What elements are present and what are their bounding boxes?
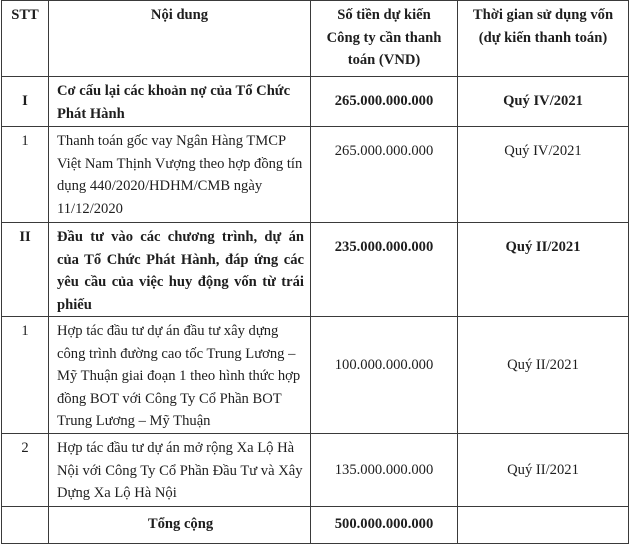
total-time-empty <box>458 507 629 544</box>
section-amount: 265.000.000.000 <box>311 77 458 127</box>
table-row <box>2 434 629 507</box>
section-content: Cơ cấu lại các khoản nợ của Tổ Chức Phát Hành <box>49 77 311 127</box>
section-stt: II <box>2 223 49 317</box>
header-time: Thời gian sử dụng vốn (dự kiến thanh toán) <box>458 1 629 77</box>
item-time: Quý II/2021 <box>458 317 629 434</box>
section-time: Quý IV/2021 <box>458 77 629 127</box>
total-stt-empty <box>2 507 49 544</box>
header-stt: STT <box>2 1 49 77</box>
total-amount: 500.000.000.000 <box>311 507 458 544</box>
section-row <box>2 223 629 317</box>
section-amount: 235.000.000.000 <box>311 223 458 317</box>
item-time: Quý IV/2021 <box>458 127 629 223</box>
section-row <box>2 77 629 127</box>
fund-usage-table <box>1 0 629 544</box>
item-content: Thanh toán gốc vay Ngân Hàng TMCP Việt Nam Thịnh Vượng theo hợp đồng tín dụng 440/2020/HDHM/CMB ngày 11/12/2020 <box>49 127 311 223</box>
item-amount: 265.000.000.000 <box>311 127 458 223</box>
item-amount: 135.000.000.000 <box>311 434 458 507</box>
item-stt: 1 <box>2 127 49 223</box>
item-stt: 2 <box>2 434 49 507</box>
table-row <box>2 127 629 223</box>
header-amount: Số tiền dự kiến Công ty cần thanh toán (VND) <box>311 1 458 77</box>
table-row <box>2 317 629 434</box>
section-content: Đầu tư vào các chương trình, dự án của Tổ Chức Phát Hành, đáp ứng các yêu cầu của việc huy động vốn từ trái phiếu <box>49 223 311 317</box>
section-time: Quý II/2021 <box>458 223 629 317</box>
item-content: Hợp tác đầu tư dự án đầu tư xây dựng công trình đường cao tốc Trung Lương – Mỹ Thuận giai đoạn 1 theo hình thức hợp đồng BOT với Công Ty Cổ Phần BOT Trung Lương – Mỹ Thuận <box>49 317 311 434</box>
header-row <box>2 1 629 77</box>
total-row <box>2 507 629 544</box>
total-label: Tổng cộng <box>49 507 311 544</box>
section-stt: I <box>2 77 49 127</box>
header-content: Nội dung <box>49 1 311 77</box>
item-content: Hợp tác đầu tư dự án mở rộng Xa Lộ Hà Nội với Công Ty Cổ Phần Đầu Tư và Xây Dựng Xa Lộ Hà Nội <box>49 434 311 507</box>
item-amount: 100.000.000.000 <box>311 317 458 434</box>
item-time: Quý II/2021 <box>458 434 629 507</box>
item-stt: 1 <box>2 317 49 434</box>
